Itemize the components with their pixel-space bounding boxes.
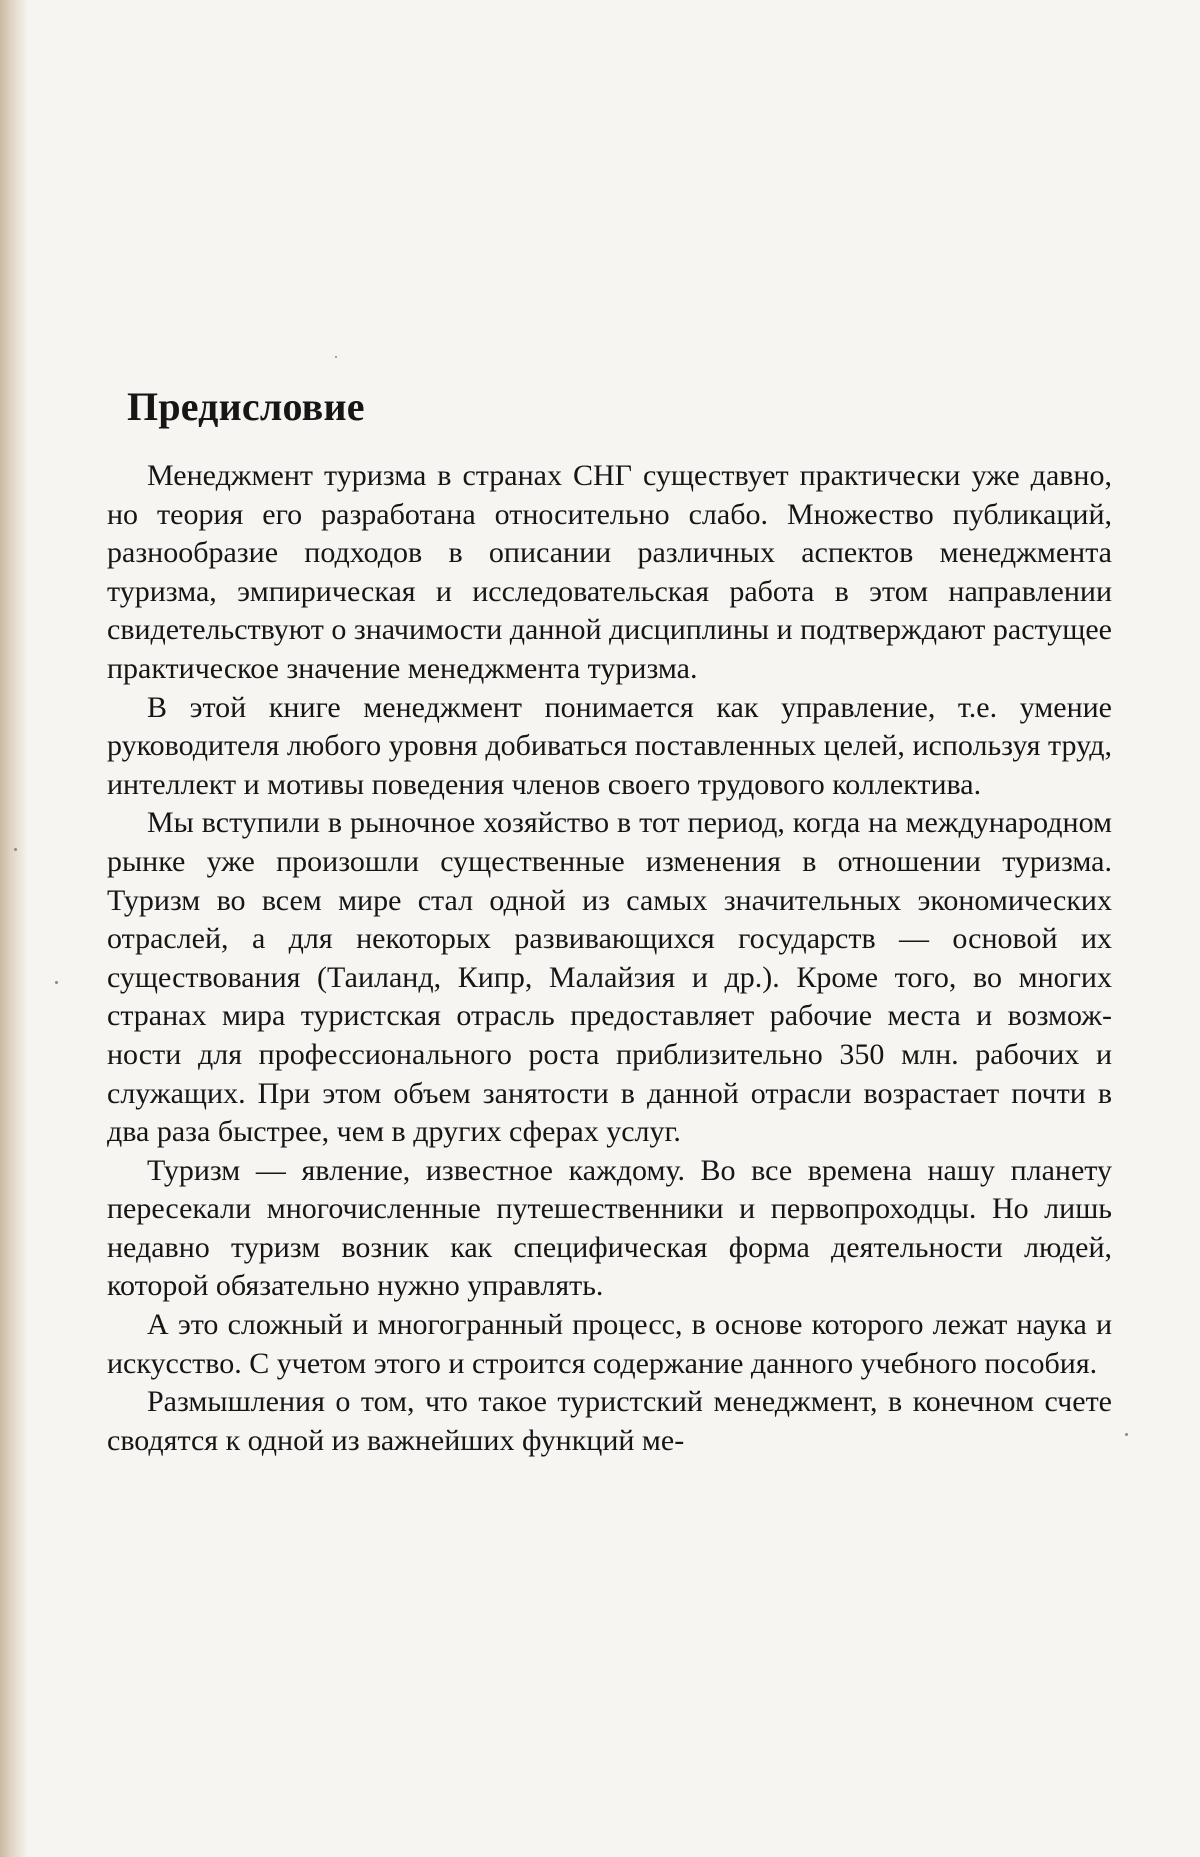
- paragraph-4: Туризм — явление, известное каждому. Во все времена нашу планету пересекали многочисленные путешественники и первопроходцы. Но лишь недавно туризм возник как специфическая форма деятельности людей, которой обязательно нужно управлять.: [107, 1153, 1112, 1303]
- scan-speck: [55, 981, 58, 984]
- paragraph-2: В этой книге менеджмент понимается как управление, т.е. умение руководителя любого уровня добиваться поставленных целей, используя труд, интеллект и мотивы поведения членов своего трудового коллектива.: [107, 690, 1112, 801]
- paragraph-1: Менеджмент туризма в странах СНГ существует практически уже давно, но теория его разработана относительно слабо. Множество публикаций, разнообразие подходов в описании различных аспектов менеджмента туризма, эмпирическая и исследовательская работа в этом направлении свидетельствуют о значимости данной дисциплины и подтверждают растущее практическое значение менеджмента туризма.: [107, 459, 1112, 685]
- scan-speck: [335, 356, 337, 358]
- paragraph-3: Мы вступили в рыночное хозяйство в тот период, когда на международном рынке уже произошли существенные изменения в отношении туризма. Туризм во всем мире стал одной из самых значительных экономических отраслей, а для некоторых развивающихся государств — основой их существования (Таиланд, Кипр, Малайзия и др.). Кроме того, во многих странах мира туристская отрасль предоставляет рабочие места и возможности для профессионального роста приблизительно 350 млн. рабочих и служащих. При этом объем занятости в данной отрасли возрастает почти в два раза быстрее, чем в других сферах услуг.: [107, 806, 1112, 1149]
- book-page: [107, 383, 1112, 1460]
- page-title: Предисловие: [127, 384, 365, 429]
- scan-speck: [14, 848, 17, 851]
- scan-speck: [1125, 1433, 1128, 1436]
- paragraph-6: Размышления о том, что такое туристский менеджмент, в конечном счете сводятся к одной из важнейших функций ме-: [107, 1385, 1112, 1457]
- paragraph-5: А это сложный и многогранный процесс, в основе которого лежат наука и искусство. С учетом этого и строится содержание данного учебного пособия.: [107, 1308, 1112, 1380]
- scan-edge-shadow: [0, 0, 28, 1857]
